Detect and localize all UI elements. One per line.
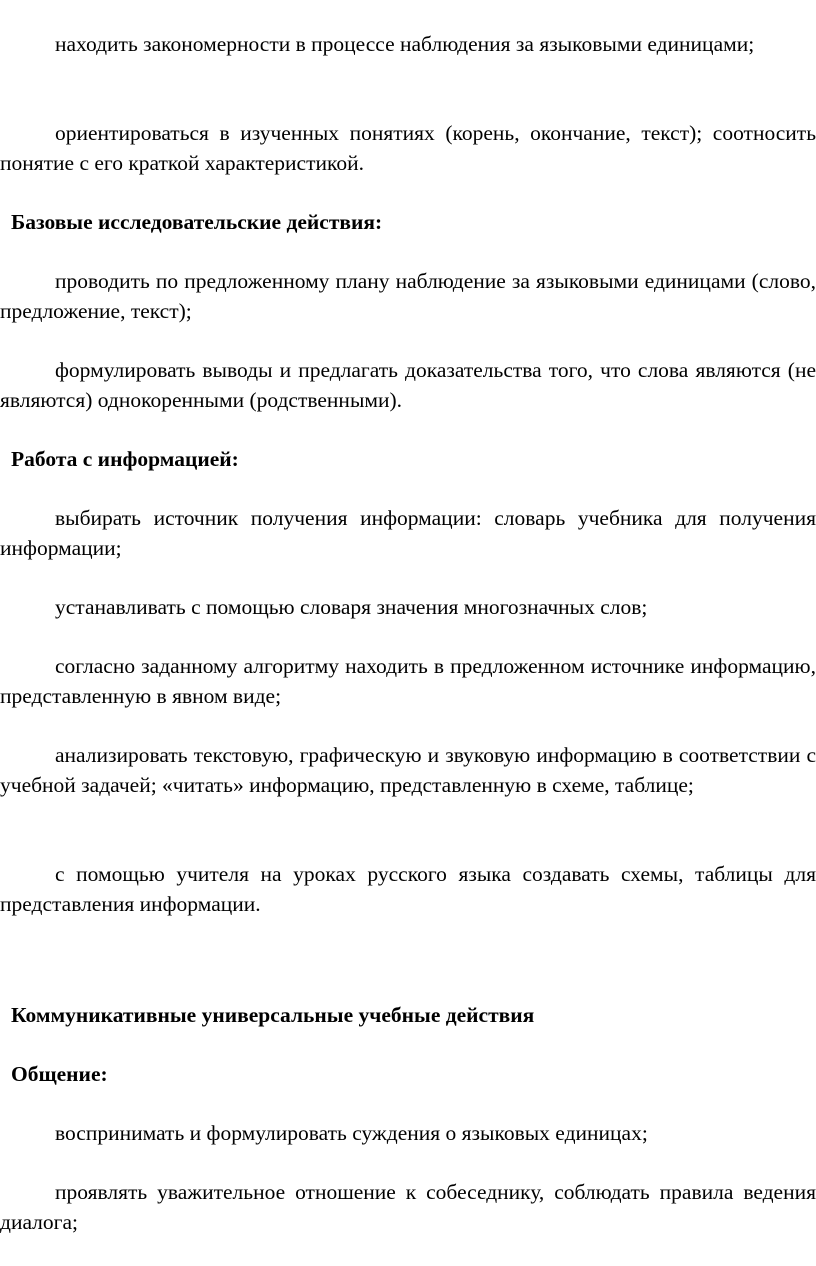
paragraph-respect-interlocutor: проявлять уважительное отношение к собеседнику, соблюдать правила ведения диалога; (0, 1180, 816, 1234)
heading-basic-research-actions: Базовые исследовательские действия: (11, 210, 383, 234)
heading-working-with-information: Работа с информацией: (11, 447, 239, 471)
paragraph-use-dictionary: устанавливать с помощью словаря значения многозначных слов; (55, 595, 648, 619)
paragraph-choose-source: выбирать источник получения информации: словарь учебника для получения информации; (0, 506, 816, 560)
paragraph-analyze-information: анализировать текстовую, графическую и звуковую информацию в соответствии с учебной задачей; «читать» информацию, представленную в схеме, таблице; (0, 743, 816, 797)
paragraph-orient-concepts: ориентироваться в изученных понятиях (корень, окончание, текст); соотносить понятие с его краткой характеристикой. (0, 121, 816, 175)
paragraph-follow-algorithm: согласно заданному алгоритму находить в предложенном источнике информацию, представленную в явном виде; (0, 654, 816, 708)
heading-communication: Общение: (11, 1062, 108, 1086)
paragraph-find-patterns: находить закономерности в процессе наблюдения за языковыми единицами; (55, 32, 755, 56)
paragraph-conduct-observation: проводить по предложенному плану наблюдение за языковыми единицами (слово, предложение, текст); (0, 269, 816, 323)
paragraph-create-schemes: с помощью учителя на уроках русского языка создавать схемы, таблицы для представления информации. (0, 862, 816, 916)
paragraph-formulate-conclusions: формулировать выводы и предлагать доказательства того, что слова являются (не являются) однокоренными (родственными). (0, 358, 816, 412)
paragraph-perceive-judgments: воспринимать и формулировать суждения о языковых единицах; (55, 1121, 648, 1145)
heading-communicative-actions: Коммуникативные универсальные учебные действия (11, 1003, 535, 1027)
